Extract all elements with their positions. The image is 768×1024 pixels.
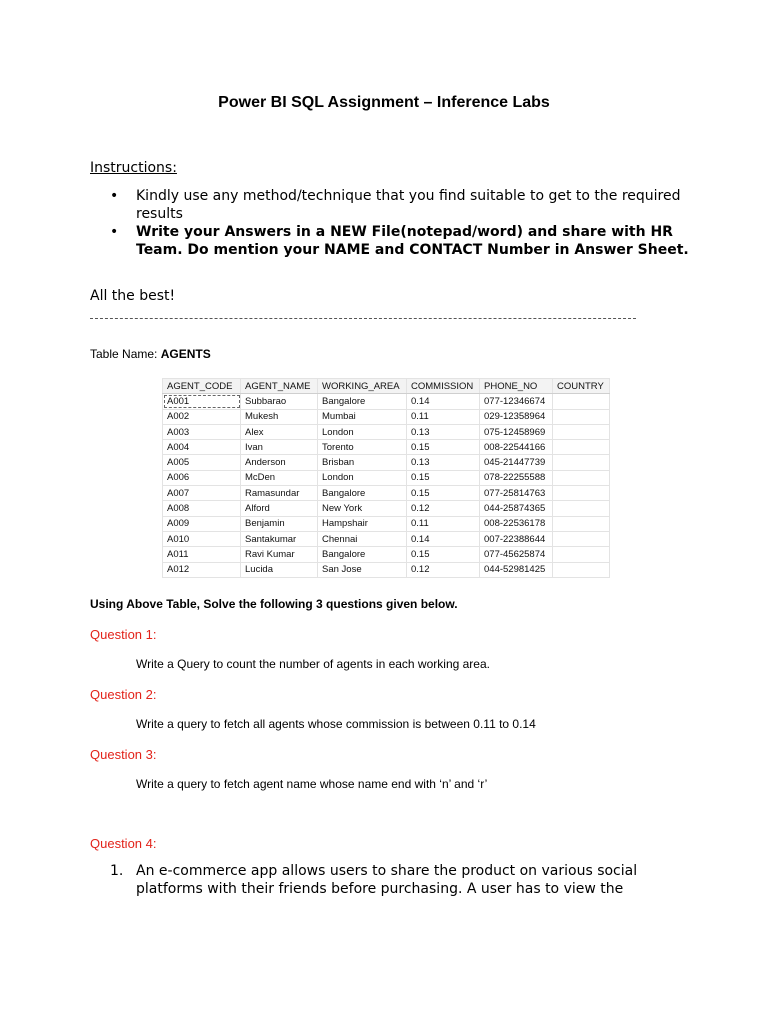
table-cell-working-area: London — [318, 470, 407, 485]
table-cell-agent-name: Lucida — [241, 562, 318, 577]
table-cell-agent-code: A009 — [163, 516, 241, 531]
question-4-list-item — [110, 863, 650, 898]
table-name-label — [90, 347, 211, 361]
table-cell-agent-code: A008 — [163, 501, 241, 516]
table-cell-agent-code: A010 — [163, 531, 241, 546]
question-4-text: An e-commerce app allows users to share the product on various social platforms with their friends before purchasing. A user has to view the — [136, 863, 638, 897]
table-cell-agent-code: A003 — [163, 424, 241, 439]
table-cell-commission: 0.13 — [407, 455, 480, 470]
table-cell-commission: 0.15 — [407, 470, 480, 485]
table-cell-phone-no: 008-22544166 — [480, 440, 553, 455]
bullet-icon: • — [110, 188, 119, 204]
document-title: Power BI SQL Assignment – Inference Labs — [218, 94, 550, 111]
table-cell-phone-no: 029-12358964 — [480, 409, 553, 424]
table-cell-working-area: Bangalore — [318, 486, 407, 501]
table-cell-working-area: London — [318, 424, 407, 439]
table-row — [163, 531, 610, 546]
table-cell-commission: 0.14 — [407, 531, 480, 546]
question-3-text: Write a query to fetch agent name whose name end with ‘n’ and ‘r’ — [136, 777, 488, 791]
table-cell-agent-name: Ramasundar — [241, 486, 318, 501]
table-cell-country — [553, 470, 610, 485]
table-cell-phone-no: 007-22388644 — [480, 531, 553, 546]
table-cell-commission: 0.11 — [407, 409, 480, 424]
table-cell-working-area: Chennai — [318, 531, 407, 546]
instructions-heading: Instructions: — [90, 160, 177, 176]
table-cell-agent-name: Benjamin — [241, 516, 318, 531]
table-cell-commission: 0.11 — [407, 516, 480, 531]
table-cell-agent-name: Ivan — [241, 440, 318, 455]
table-cell-agent-code: A011 — [163, 547, 241, 562]
table-cell-commission: 0.15 — [407, 486, 480, 501]
table-cell-phone-no: 078-22255588 — [480, 470, 553, 485]
table-cell-country — [553, 486, 610, 501]
dashed-divider — [90, 318, 636, 319]
table-name-prefix: Table Name: — [90, 347, 161, 361]
instruction-text: Write your Answers in a NEW File(notepad/word) and share with HR Team. Do mention your NAME and CONTACT Number in Answer Sheet. — [136, 224, 689, 258]
table-cell-country — [553, 547, 610, 562]
table-cell-agent-code: A012 — [163, 562, 241, 577]
table-cell-phone-no: 077-12346674 — [480, 394, 553, 409]
table-name: AGENTS — [160, 347, 211, 361]
table-row — [163, 501, 610, 516]
table-cell-working-area: Bangalore — [318, 547, 407, 562]
table-cell-working-area: Torento — [318, 440, 407, 455]
column-header: AGENT_CODE — [163, 379, 241, 394]
column-header: PHONE_NO — [480, 379, 553, 394]
table-cell-phone-no: 045-21447739 — [480, 455, 553, 470]
table-cell-agent-name: Alex — [241, 424, 318, 439]
table-cell-agent-code: A006 — [163, 470, 241, 485]
table-cell-agent-code: A004 — [163, 440, 241, 455]
table-cell-agent-code: A005 — [163, 455, 241, 470]
table-cell-commission: 0.14 — [407, 394, 480, 409]
column-header: AGENT_NAME — [241, 379, 318, 394]
question-2-text: Write a query to fetch all agents whose commission is between 0.11 to 0.14 — [136, 717, 536, 731]
table-cell-working-area: Hampshair — [318, 516, 407, 531]
table-cell-agent-name: Mukesh — [241, 409, 318, 424]
table-cell-commission: 0.13 — [407, 424, 480, 439]
table-cell-phone-no: 044-25874365 — [480, 501, 553, 516]
table-header-row — [163, 379, 610, 394]
table-body — [163, 394, 610, 578]
table-cell-working-area: Bangalore — [318, 394, 407, 409]
table-cell-agent-name: McDen — [241, 470, 318, 485]
column-header: WORKING_AREA — [318, 379, 407, 394]
instruction-item — [110, 224, 690, 259]
table-cell-working-area: San Jose — [318, 562, 407, 577]
table-row — [163, 455, 610, 470]
table-cell-agent-name: Subbarao — [241, 394, 318, 409]
table-cell-agent-code: A007 — [163, 486, 241, 501]
table-cell-agent-name: Santakumar — [241, 531, 318, 546]
table-row — [163, 409, 610, 424]
table-cell-working-area: New York — [318, 501, 407, 516]
table-cell-agent-code: A002 — [163, 409, 241, 424]
table-cell-working-area: Brisban — [318, 455, 407, 470]
table-row — [163, 470, 610, 485]
table-cell-commission: 0.12 — [407, 562, 480, 577]
using-table-instruction: Using Above Table, Solve the following 3 questions given below. — [90, 597, 458, 611]
table-cell-working-area: Mumbai — [318, 409, 407, 424]
instruction-item — [110, 188, 690, 223]
table-cell-country — [553, 424, 610, 439]
question-1-text: Write a Query to count the number of agents in each working area. — [136, 657, 490, 671]
question-1-label: Question 1: — [90, 627, 157, 642]
table-cell-country — [553, 501, 610, 516]
table-row — [163, 486, 610, 501]
table-row — [163, 516, 610, 531]
table-cell-country — [553, 440, 610, 455]
question-4-label: Question 4: — [90, 836, 157, 851]
table-cell-phone-no: 008-22536178 — [480, 516, 553, 531]
closing-text: All the best! — [90, 288, 176, 304]
table-cell-phone-no: 075-12458969 — [480, 424, 553, 439]
table-cell-agent-code: A001 — [163, 394, 241, 409]
table-row — [163, 440, 610, 455]
agents-table — [162, 378, 610, 578]
bullet-icon: • — [110, 224, 119, 240]
table-cell-country — [553, 409, 610, 424]
table-cell-phone-no: 077-25814763 — [480, 486, 553, 501]
table-cell-country — [553, 394, 610, 409]
column-header: COUNTRY — [553, 379, 610, 394]
table-cell-commission: 0.12 — [407, 501, 480, 516]
table-cell-country — [553, 455, 610, 470]
table-cell-country — [553, 516, 610, 531]
instructions-list — [110, 188, 690, 260]
table-cell-phone-no: 044-52981425 — [480, 562, 553, 577]
question-3-label: Question 3: — [90, 747, 157, 762]
table-row — [163, 424, 610, 439]
table-cell-agent-name: Ravi Kumar — [241, 547, 318, 562]
table-row — [163, 562, 610, 577]
instruction-text: Kindly use any method/technique that you find suitable to get to the required results — [136, 188, 681, 222]
table-cell-agent-name: Alford — [241, 501, 318, 516]
table-cell-agent-name: Anderson — [241, 455, 318, 470]
table-cell-commission: 0.15 — [407, 440, 480, 455]
table-cell-commission: 0.15 — [407, 547, 480, 562]
column-header: COMMISSION — [407, 379, 480, 394]
table-cell-country — [553, 531, 610, 546]
question-2-label: Question 2: — [90, 687, 157, 702]
list-number: 1. — [110, 863, 124, 879]
table-row — [163, 547, 610, 562]
table-row — [163, 394, 610, 409]
table-cell-country — [553, 562, 610, 577]
table-cell-phone-no: 077-45625874 — [480, 547, 553, 562]
